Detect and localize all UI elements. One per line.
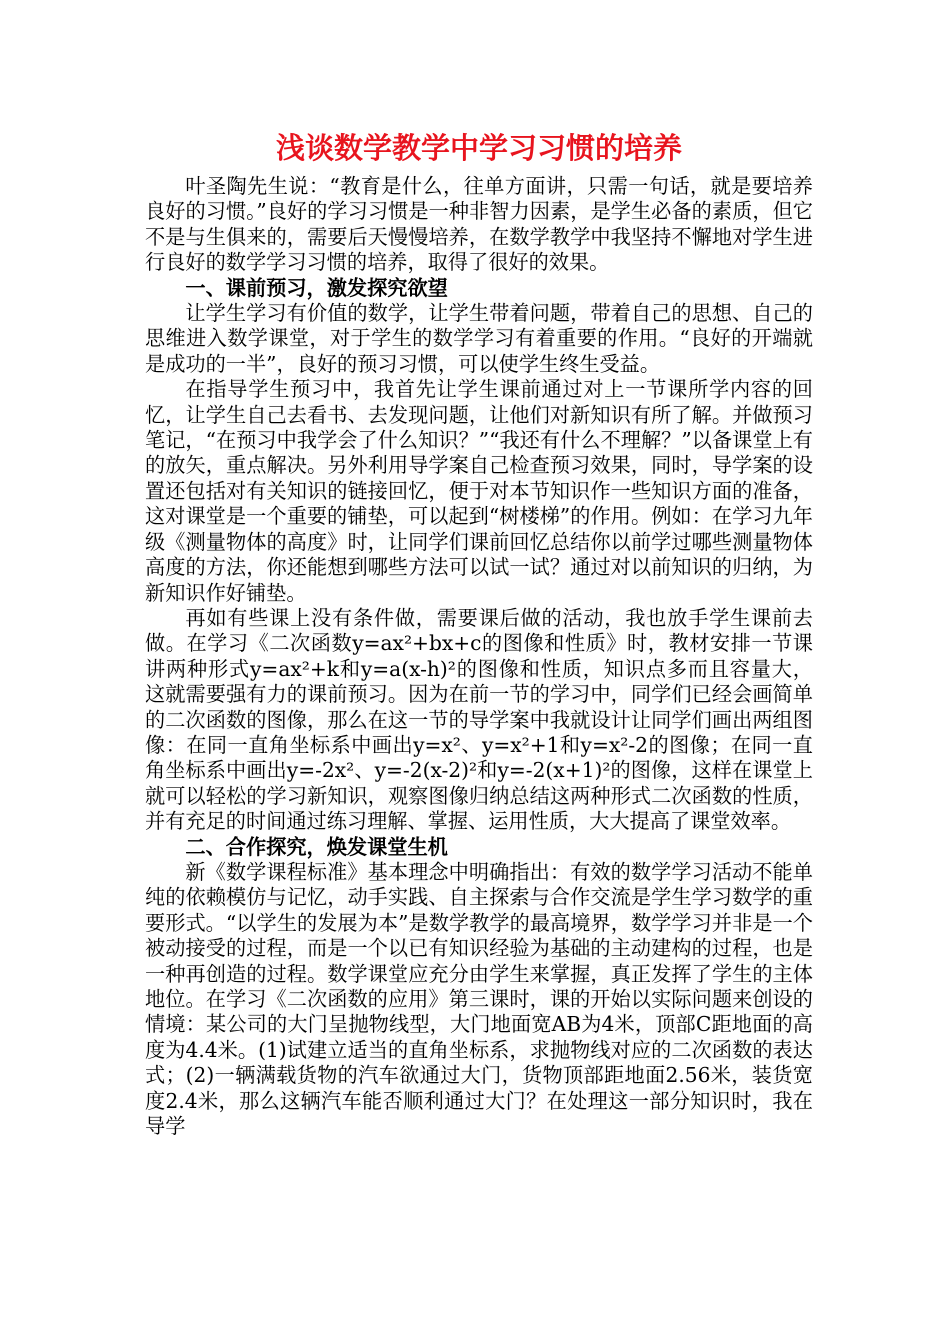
section-1-paragraph-1: 让学生学习有价值的数学，让学生带着问题，带着自己的思想、自己的思维进入数学课堂，对于学生的数学学习有着重要的作用。“良好的开端就是成功的一半”，良好的预习习惯，可以使学生终生受益。 (145, 301, 813, 376)
section-1-paragraph-2: 在指导学生预习中，我首先让学生课前通过对上一节课所学内容的回忆，让学生自己去看书、去发现问题，让他们对新知识有所了解。并做预习笔记，“在预习中我学会了什么知识？”“我还有什么不理解？”以备课堂上有的放矢，重点解决。另外利用导学案自己检查预习效果，同时，导学案的设置还包括对有关知识的链接回忆，便于对本节知识作一些知识方面的准备，这对课堂是一个重要的铺垫，可以起到“树楼梯”的作用。例如：在学习九年级《测量物体的高度》时，让同学们课前回忆总结你以前学过哪些测量物体高度的方法，你还能想到哪些方法可以试一试？通过对以前知识的归纳，为新知识作好铺垫。 (145, 377, 813, 605)
section-1-paragraph-3: 再如有些课上没有条件做，需要课后做的活动，我也放手学生课前去做。在学习《二次函数y=ax²+bx+c的图像和性质》时，教材安排一节课讲两种形式y=ax²+k和y=a(x-h)²的图像和性质，知识点多而且容量大，这就需要强有力的课前预习。因为在前一节的学习中，同学们已经会画简单的二次函数的图像，那么在这一节的导学案中我就设计让同学们画出两组图像：在同一直角坐标系中画出y=x²、y=x²+1和y=x²-2的图像；在同一直角坐标系中画出y=-2x²、y=-2(x-2)²和y=-2(x+1)²的图像，这样在课堂上就可以轻松的学习新知识，观察图像归纳总结这两种形式二次函数的性质，并有充足的时间通过练习理解、掌握、运用性质，大大提高了课堂效率。 (145, 605, 813, 834)
section-2-paragraph-1: 新《数学课程标准》基本理念中明确指出：有效的数学学习活动不能单纯的依赖模仿与记忆，动手实践、自主探索与合作交流是学生学习数学的重要形式。“以学生的发展为本”是数学教学的最高境界，数学学习并非是一个被动接受的过程，而是一个以已有知识经验为基础的主动建构的过程，也是一种再创造的过程。数学课堂应充分由学生来掌握，真正发挥了学生的主体地位。在学习《二次函数的应用》第三课时，课的开始以实际问题来创设的情境：某公司的大门呈抛物线型，大门地面宽AB为4米，顶部C距地面的高度为4.4米。(1)试建立适当的直角坐标系，求抛物线对应的二次函数的表达式；(2)一辆满载货物的汽车欲通过大门，货物顶部距地面2.56米，装货宽度2.4米，那么这辆汽车能否顺利通过大门？在处理这一部分知识时，我在导学 (145, 859, 813, 1139)
document-title: 浅谈数学教学中学习习惯的培养 (275, 131, 682, 165)
section-1-heading: 一、课前预习，激发探究欲望 (185, 275, 448, 300)
section-2-heading: 二、合作探究，焕发课堂生机 (185, 834, 448, 859)
intro-paragraph: 叶圣陶先生说：“教育是什么，往单方面讲，只需一句话，就是要培养良好的习惯。”良好的学习习惯是一种非智力因素，是学生必备的素质，但它不是与生俱来的，需要后天慢慢培养，在数学教学中我坚持不懈地对学生进行良好的数学学习习惯的培养，取得了很好的效果。 (145, 174, 813, 275)
document-page (145, 128, 813, 1139)
